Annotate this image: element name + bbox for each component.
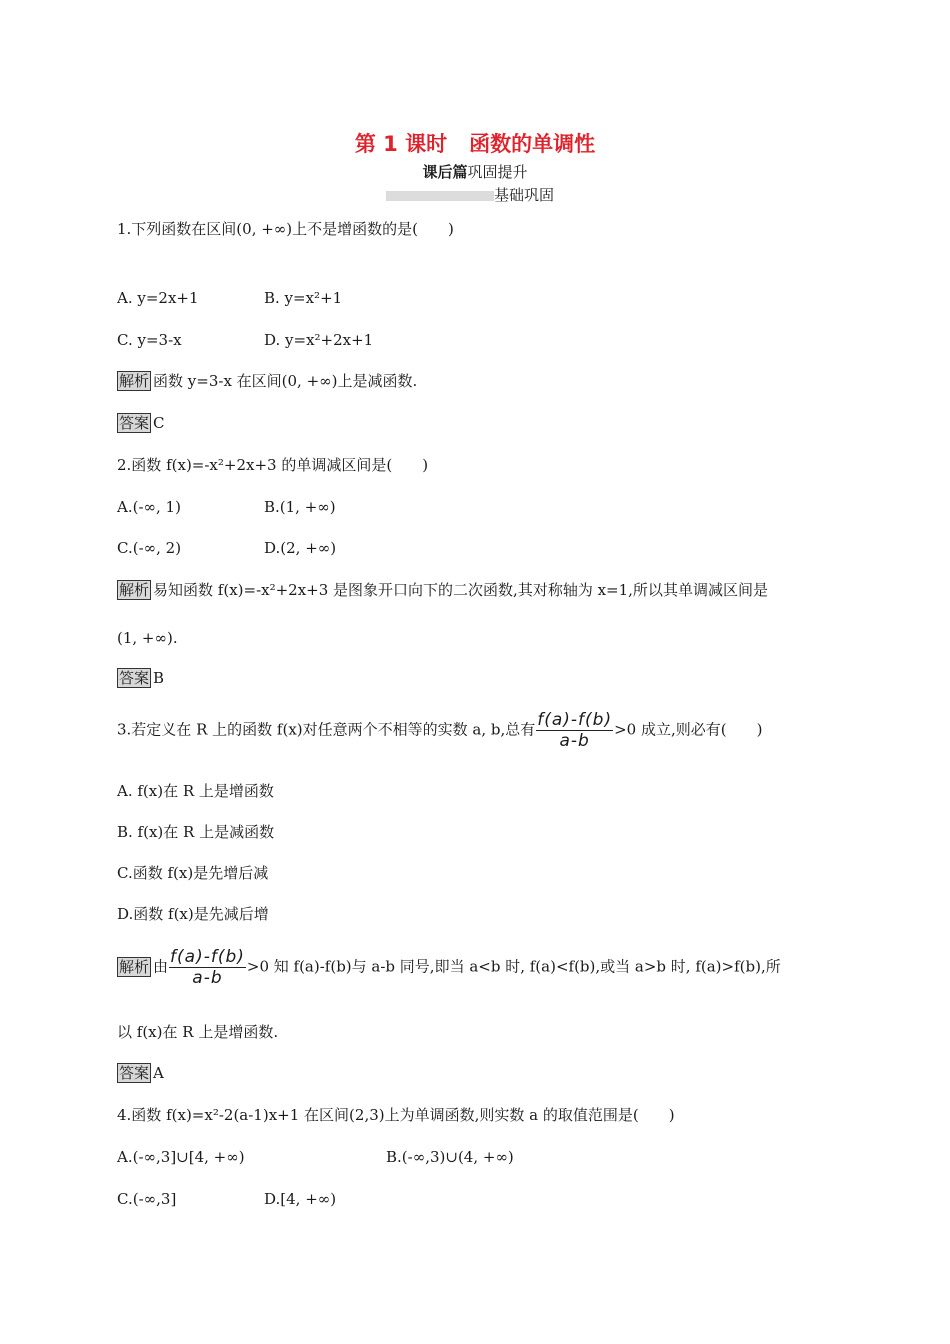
analysis-tag: 解析 <box>119 957 150 976</box>
q3-analysis <box>117 947 781 988</box>
q3-analysis-after: >0 知 f(a)-f(b)与 a-b 同号,即当 a<b 时, f(a)<f(b),或当 a>b 时, f(a)>f(b),所 <box>246 957 781 976</box>
q3-fraction <box>536 710 613 751</box>
q1-option-b: B. y=x²+1 <box>264 289 343 307</box>
q1-analysis <box>117 371 417 391</box>
q2-stem: 2.函数 f(x)=-x²+2x+3 的单调减区间是( ) <box>117 456 429 474</box>
q2-option-d: D.(2, +∞) <box>264 539 337 557</box>
q4-option-a: A.(-∞,3]∪[4, +∞) <box>117 1148 245 1166</box>
q1-analysis-text: 函数 y=3-x 在区间(0, +∞)上是减函数. <box>153 372 418 390</box>
answer-tag: 答案 <box>119 414 150 432</box>
q1-answer <box>117 413 165 433</box>
q3-stem-before: 3.若定义在 R 上的函数 f(x)对任意两个不相等的实数 a, b,总有 <box>117 720 536 739</box>
title-topic: 函数的单调性 <box>469 132 596 156</box>
q3-option-c: C.函数 f(x)是先增后减 <box>117 864 269 882</box>
section-bar <box>386 191 494 201</box>
subtitle <box>0 162 950 182</box>
answer-tag: 答案 <box>119 1064 150 1082</box>
q3-stem-after: >0 成立,则必有( ) <box>614 720 763 739</box>
section-label: 基础巩固 <box>494 186 555 204</box>
q4-option-d: D.[4, +∞) <box>264 1190 337 1208</box>
q2-answer <box>117 668 164 688</box>
q4-option-c: C.(-∞,3] <box>117 1190 177 1208</box>
section-heading <box>386 185 554 205</box>
q3-stem <box>117 710 762 751</box>
q2-option-a: A.(-∞, 1) <box>117 498 181 516</box>
q1-answer-text: C <box>153 414 165 432</box>
q3-analysis-line2: 以 f(x)在 R 上是增函数. <box>117 1023 279 1041</box>
q2-option-c: C.(-∞, 2) <box>117 539 182 557</box>
q2-analysis-text: 易知函数 f(x)=-x²+2x+3 是图象开口向下的二次函数,其对称轴为 x=1,所以其单调减区间是 <box>153 581 768 599</box>
q3-option-a: A. f(x)在 R 上是增函数 <box>117 782 274 800</box>
q2-option-b: B.(1, +∞) <box>264 498 336 516</box>
answer-tag: 答案 <box>119 669 150 687</box>
subtitle-rest: 巩固提升 <box>467 163 528 181</box>
q3-analysis-fraction <box>169 947 246 988</box>
q2-analysis <box>117 580 768 600</box>
subtitle-bold: 课后篇 <box>422 163 468 181</box>
q1-option-a: A. y=2x+1 <box>117 289 199 307</box>
q1-option-d: D. y=x²+2x+1 <box>264 331 374 349</box>
q3-analysis-before: 由 <box>153 957 169 976</box>
page-title <box>0 131 950 157</box>
q2-analysis-line2: (1, +∞). <box>117 629 178 647</box>
q1-option-c: C. y=3-x <box>117 331 182 349</box>
fraction-numerator: f(a)-f(b) <box>537 710 613 730</box>
q1-stem: 1.下列函数在区间(0, +∞)上不是增函数的是( ) <box>117 220 454 238</box>
q3-answer <box>117 1063 164 1083</box>
fraction-numerator: f(a)-f(b) <box>170 947 245 967</box>
fraction-denominator: a-b <box>192 968 223 988</box>
q4-stem: 4.函数 f(x)=x²-2(a-1)x+1 在区间(2,3)上为单调函数,则实数 a 的取值范围是( ) <box>117 1106 675 1124</box>
analysis-tag: 解析 <box>119 581 150 599</box>
q3-answer-text: A <box>153 1064 164 1082</box>
fraction-denominator: a-b <box>559 731 590 751</box>
q3-option-d: D.函数 f(x)是先减后增 <box>117 905 269 923</box>
title-lesson: 第 1 课时 <box>354 132 448 156</box>
q2-answer-text: B <box>153 669 165 687</box>
q4-option-b: B.(-∞,3)∪(4, +∞) <box>386 1148 514 1166</box>
q3-option-b: B. f(x)在 R 上是减函数 <box>117 823 275 841</box>
analysis-tag: 解析 <box>119 372 150 390</box>
